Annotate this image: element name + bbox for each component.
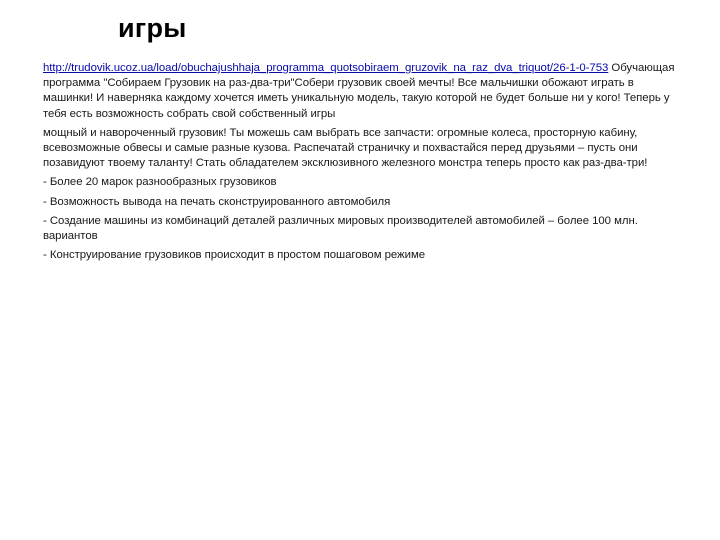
slide-title: игры	[118, 13, 187, 43]
intro-text: Обучающая программа "Собираем Грузовик на раз-два-три"Собери грузовик своей мечты! Все мальчишки обожают играть в машинки! И наверняка каждому хочется иметь уникальную модель, такую которой не будет больше ни у кого! Теперь у тебя есть возможность собрать свой собственный игры	[43, 62, 675, 120]
feature-item: - Возможность вывода на печать сконструированного автомобиля	[43, 195, 391, 208]
feature-item: - Конструирование грузовиков происходит в простом пошаговом режиме	[43, 249, 426, 262]
source-link[interactable]: http://trudovik.ucoz.ua/load/obuchajushhaja_programma_quotsobiraem_gruzovik_na_raz_dva_triquot/26-1-0-753	[43, 62, 609, 74]
feature-item: - Более 20 марок разнообразных грузовиков	[43, 176, 277, 189]
intro-paragraph	[43, 61, 675, 122]
slide-body	[43, 61, 675, 267]
feature-item: - Создание машины из комбинаций деталей различных мировых производителей автомобилей – более 100 млн. вариантов	[43, 214, 638, 243]
description-paragraph: мощный и навороченный грузовик! Ты можешь сам выбрать все запчасти: огромные колеса, просторную кабину, всевозможные обвесы и самые разные кузова. Распечатай страничку и похвастайся перед друзьями – пусть они позавидуют твоему таланту! Стать обладателем эксклюзивного железного монстра теперь просто как раз-два-три!	[43, 126, 648, 170]
